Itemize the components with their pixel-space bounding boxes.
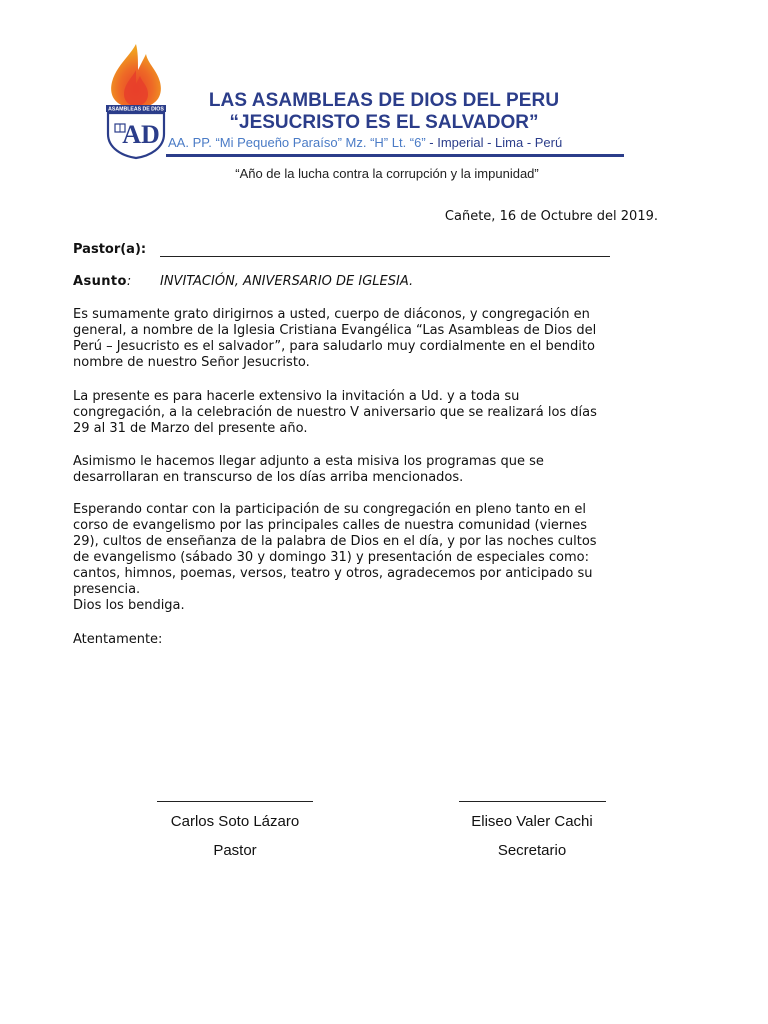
address-city: - Imperial - Lima - Perú [425,135,563,150]
subject-line [73,274,414,290]
header-divider [166,154,624,157]
paragraph-line: corso de evangelismo por las principales calles de nuestra comunidad (viernes [73,518,588,533]
paragraph-line: cantos, himnos, poemas, versos, teatro y otros, agradecemos por anticipado su [73,566,593,581]
paragraph-line: 29 al 31 de Marzo del presente año. [73,421,308,436]
paragraph-line: Dios los bendiga. [73,598,185,613]
signer-role-pastor: Pastor [213,842,257,859]
paragraph-attachment [73,454,673,486]
paragraph-line: Asimismo le hacemos llegar adjunto a esta misiva los programas que se [73,454,544,469]
svg-text:ASAMBLEAS DE DIOS: ASAMBLEAS DE DIOS [108,106,164,113]
flame-shield-logo-icon [102,42,170,160]
paragraph-line: Perú – Jesucristo es el salvador”, para saludarlo muy cordialmente en el bendito [73,339,595,354]
subject-value: INVITACIÓN, ANIVERSARIO DE IGLESIA. [160,274,414,289]
svg-text:AD: AD [122,120,160,149]
church-address [168,135,608,150]
paragraph-line: presencia. [73,582,141,597]
paragraph-line: Esperando contar con la participación de su congregación en pleno tanto en el [73,502,587,517]
church-logo [102,42,170,160]
organization-name: LAS ASAMBLEAS DE DIOS DEL PERU [208,90,560,111]
paragraph-line: congregación, a la celebración de nuestro V aniversario que se realizará los días [73,405,597,420]
signature-line-secretary [459,801,606,802]
paragraph-line: La presente es para hacerle extensivo la invitación a Ud. y a toda su [73,389,520,404]
church-name: “JESUCRISTO ES EL SALVADOR” [229,112,539,133]
signature-line-pastor [157,801,313,802]
recipient-blank-line [160,256,610,257]
paragraph-program [73,502,673,614]
recipient-label: Pastor(a): [73,242,147,257]
paragraph-line: nombre de nuestro Señor Jesucristo. [73,355,310,370]
subject-colon: : [126,274,132,289]
paragraph-invitation [73,389,673,437]
signer-name-pastor: Carlos Soto Lázaro [170,813,300,830]
closing-salutation: Atentamente: [73,632,163,647]
signer-role-secretary: Secretario [497,842,567,859]
paragraph-line: desarrollaran en transcurso de los días arriba mencionados. [73,470,464,485]
year-motto: “Año de la lucha contra la corrupción y la impunidad” [235,166,539,181]
paragraph-line: 29), cultos de enseñanza de la palabra de Dios en el día, y por las noches cultos [73,534,597,549]
address-street: AA. PP. “Mi Pequeño Paraíso” Mz. “H” Lt. “6” [168,135,426,150]
letter-date: Cañete, 16 de Octubre del 2019. [444,209,658,224]
signer-name-secretary: Eliseo Valer Cachi [471,813,593,830]
paragraph-line: general, a nombre de la Iglesia Cristiana Evangélica “Las Asambleas de Dios del [73,323,597,338]
paragraph-greeting [73,307,673,371]
paragraph-line: de evangelismo (sábado 30 y domingo 31) y presentación de especiales como: [73,550,589,565]
paragraph-line: Es sumamente grato dirigirnos a usted, cuerpo de diáconos, y congregación en [73,307,590,322]
subject-label: Asunto [73,274,127,289]
